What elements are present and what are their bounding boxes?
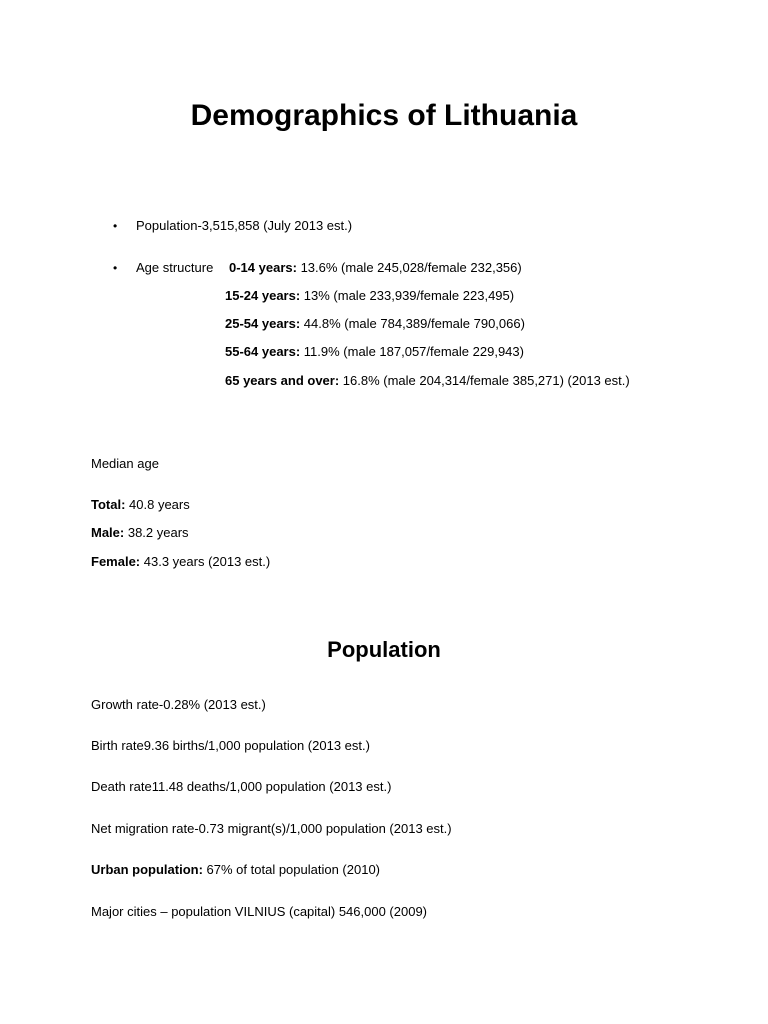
age-structure-row [225,343,524,361]
age-structure-label: Age structure [136,260,214,275]
urban-population-label: Urban population: [91,862,203,877]
median-total-value: 40.8 years [125,497,190,512]
population-heading: Population [327,637,441,662]
median-age-total [91,496,190,514]
net-migration-rate: Net migration rate-0.73 migrant(s)/1,000 population (2013 est.) [91,821,452,836]
age-group-value: 44.8% (male 784,389/female 790,066) [300,316,525,331]
median-age-heading: Median age [91,456,159,471]
bullet-marker: • [113,219,118,233]
median-female-value: 43.3 years (2013 est.) [140,554,271,569]
median-female-label: Female: [91,554,141,569]
age-group-label: 15-24 years: [225,288,301,303]
birth-rate: Birth rate9.36 births/1,000 population (2013 est.) [91,738,370,753]
urban-population [91,861,380,879]
major-cities: Major cities – population VILNIUS (capital) 546,000 (2009) [91,904,428,919]
median-total-label: Total: [91,497,126,512]
age-structure-row [225,315,525,333]
age-group-label: 65 years and over: [225,373,340,388]
bullet-marker: • [113,261,118,275]
death-rate: Death rate11.48 deaths/1,000 population (2013 est.) [91,779,392,794]
median-age-male [91,524,189,542]
age-group-label: 25-54 years: [225,316,301,331]
age-group-value: 16.8% (male 204,314/female 385,271) (2013 est.) [339,373,630,388]
age-group-label: 0-14 years: [229,260,297,275]
median-age-female [91,553,270,571]
age-structure-row [229,259,522,277]
age-group-value: 13% (male 233,939/female 223,495) [300,288,515,303]
median-male-label: Male: [91,525,125,540]
median-male-value: 38.2 years [124,525,189,540]
age-group-value: 11.9% (male 187,057/female 229,943) [300,344,524,359]
age-group-label: 55-64 years: [225,344,301,359]
page-title: Demographics of Lithuania [190,99,578,132]
growth-rate: Growth rate-0.28% (2013 est.) [91,697,266,712]
urban-population-value: 67% of total population (2010) [202,862,381,877]
population-item: Population-3,515,858 (July 2013 est.) [136,218,353,233]
age-group-value: 13.6% (male 245,028/female 232,356) [296,260,522,275]
age-structure-row [225,287,514,305]
age-structure-row [225,372,630,390]
